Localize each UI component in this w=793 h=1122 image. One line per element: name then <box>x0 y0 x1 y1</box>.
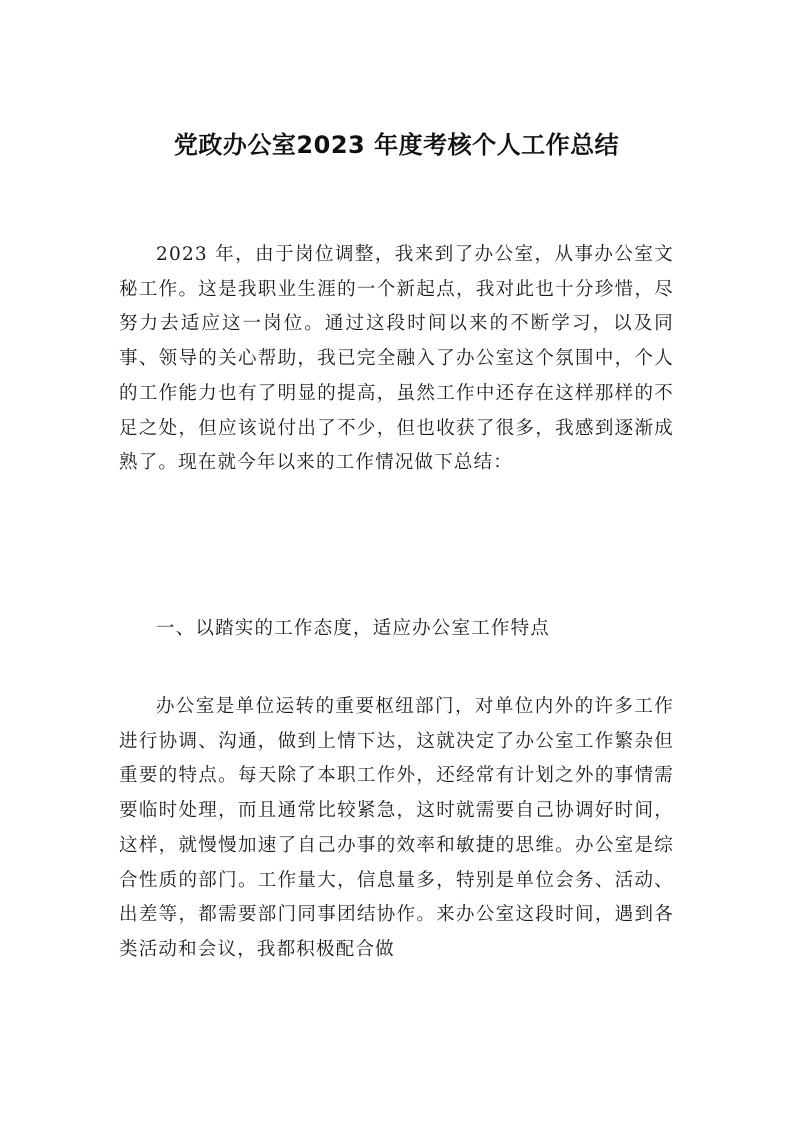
document-title: 党政办公室2023 年度考核个人工作总结 <box>173 131 620 159</box>
section-heading-1: 一、以踏实的工作态度，适应办公室工作特点 <box>156 618 551 639</box>
paragraph-intro: 2023 年，由于岗位调整，我来到了办公室，从事办公室文秘工作。这是我职业生涯的一个新起点，我对此也十分珍惜，尽努力去适应这一岗位。通过这段时间以来的不断学习，以及同事、领导的关心帮助，我已完全融入了办公室这个氛围中，个人的工作能力也有了明显的提高，虽然工作中还存在这样那样的不足之处，但应该说付出了不少，但也收获了很多，我感到逐渐成熟了。现在就今年以来的工作情况做下总结： <box>119 244 674 474</box>
paragraph-section-1: 办公室是单位运转的重要枢纽部门，对单位内外的许多工作进行协调、沟通，做到上情下达，这就决定了办公室工作繁杂但重要的特点。每天除了本职工作外，还经常有计划之外的事情需要临时处理，而且通常比较紧急，这时就需要自己协调好时间，这样，就慢慢加速了自己办事的效率和敏捷的思维。办公室是综合性质的部门。工作量大，信息量多，特别是单位会务、活动、出差等，都需要部门同事团结协作。来办公室这段时间，遇到各类活动和会议，我都积极配合做 <box>119 696 674 960</box>
